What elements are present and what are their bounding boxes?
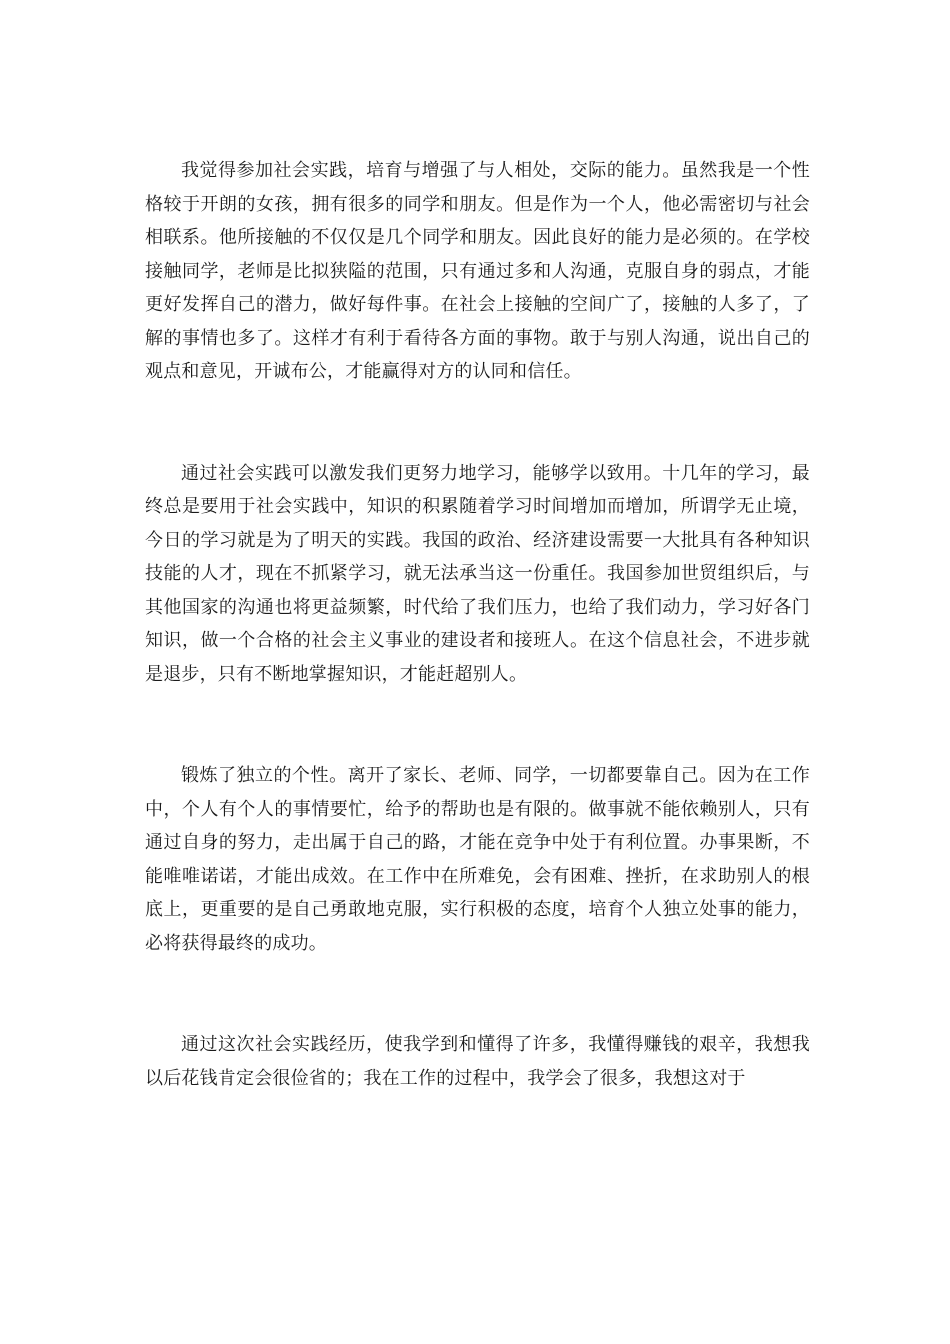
paragraph-4: 通过这次社会实践经历，使我学到和懂得了许多，我懂得赚钱的艰辛，我想我以后花钱肯定会很俭省的；我在工作的过程中，我学会了很多，我想这对于 <box>145 1034 810 1089</box>
document-body <box>145 154 810 1095</box>
paragraph-1: 我觉得参加社会实践，培育与增强了与人相处，交际的能力。虽然我是一个性格较于开朗的女孩，拥有很多的同学和朋友。但是作为一个人，他必需密切与社会相联系。他所接触的不仅仅是几个同学和朋友。因此良好的能力是必须的。在学校接触同学，老师是比拟狭隘的范围，只有通过多和人沟通，克服自身的弱点，才能更好发挥自己的潜力，做好每件事。在社会上接触的空间广了，接触的人多了，了解的事情也多了。这样才有利于看待各方面的事物。敢于与别人沟通，说出自己的观点和意见，开诚布公，才能赢得对方的认同和信任。 <box>145 160 810 382</box>
paragraph-3: 锻炼了独立的个性。离开了家长、老师、同学，一切都要靠自己。因为在工作中，个人有个人的事情要忙，给予的帮助也是有限的。做事就不能依赖别人，只有通过自身的努力，走出属于自己的路，才能在竞争中处于有利位置。办事果断，不能唯唯诺诺，才能出成效。在工作中在所难免，会有困难、挫折，在求助别人的根底上，更重要的是自己勇敢地克服，实行积极的态度，培育个人独立处事的能力，必将获得最终的成功。 <box>145 765 810 954</box>
paragraph-2: 通过社会实践可以激发我们更努力地学习，能够学以致用。十几年的学习，最终总是要用于社会实践中，知识的积累随着学习时间增加而增加，所谓学无止境，今日的学习就是为了明天的实践。我国的政治、经济建设需要一大批具有各种知识技能的人才，现在不抓紧学习，就无法承当这一份重任。我国参加世贸组织后，与其他国家的沟通也将更益频繁，时代给了我们压力，也给了我们动力，学习好各门知识，做一个合格的社会主义事业的建设者和接班人。在这个信息社会，不进步就是退步，只有不断地掌握知识，才能赶超别人。 <box>145 462 810 685</box>
